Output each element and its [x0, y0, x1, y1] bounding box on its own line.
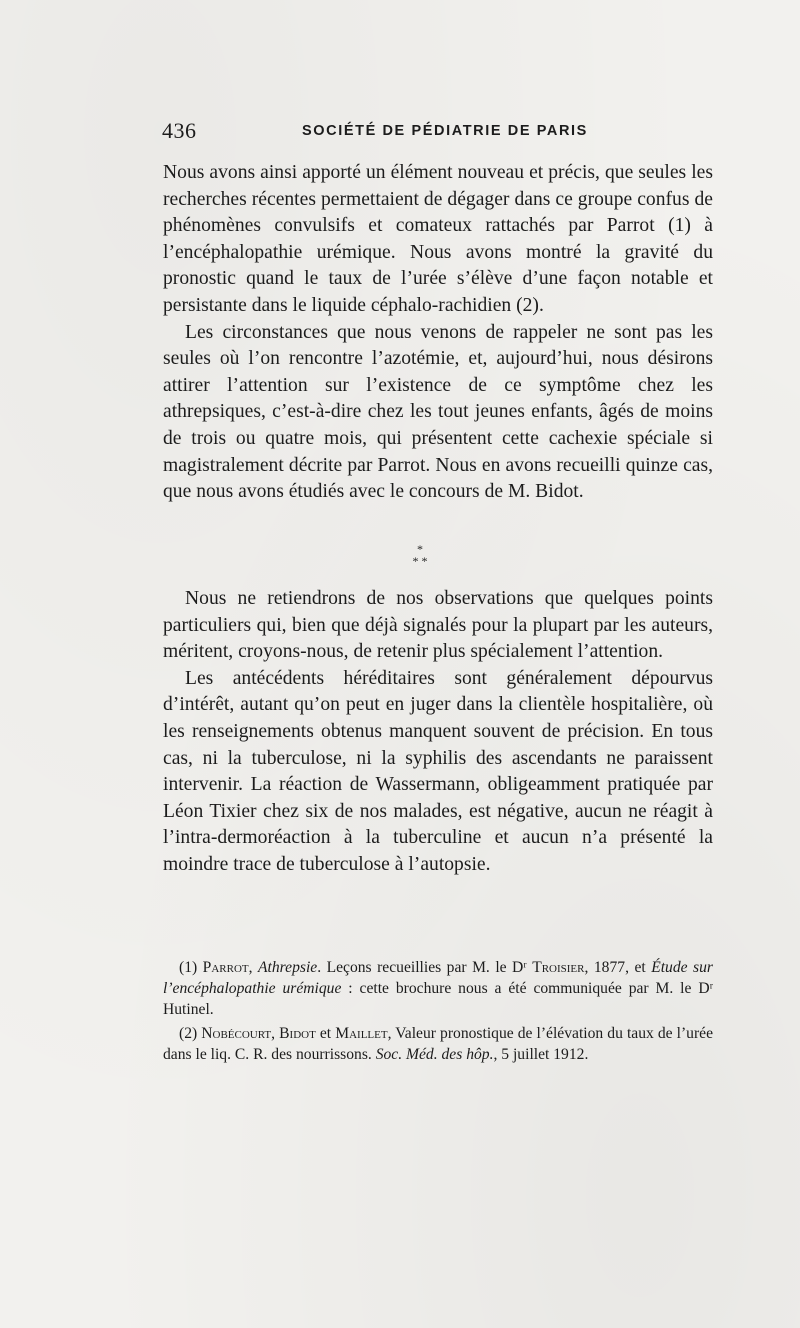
paragraph-4: Les antécédents héréditaires sont généralement dépourvus d’intérêt, autant qu’on peut en juger dans la clientèle hospitalière, où les renseignements obtenus manquent souvent de précision. En tous cas, ni la tuberculose, ni la syphilis des ascendants ne paraissent intervenir. La réaction de Wassermann, obligeamment pratiquée par Léon Tixier chez six de nos malades, est négative, aucun ne réagit à l’intra-dermoréaction à la tuberculine et aucun n’a présenté la moindre trace de tuberculose à l’autopsie. — [163, 667, 713, 875]
footnote-2-sep-1: , — [271, 1025, 280, 1043]
footnote-1-title: Athrepsie — [258, 959, 318, 976]
section-1-text — [163, 160, 713, 506]
footnote-2-journal: Soc. Méd. des hôp. — [375, 1046, 494, 1064]
footnote-2-marker: (2) — [179, 1025, 202, 1043]
paragraph-3: Nous ne retiendrons de nos observations que quelques points particuliers qui, bien que déjà signalés pour la plupart par les auteurs, méritent, croyons-nous, de retenir plus spécialement l’attention. — [163, 588, 713, 663]
footnote-2-text-1: , Valeur pronostique de l’élévation du taux de l’urée dans le liq. C. R. des nourrissons. — [163, 1025, 714, 1064]
page-header — [162, 118, 712, 144]
footnote-1-editor: Troisier — [532, 959, 585, 976]
footnote-1 — [163, 958, 713, 1020]
footnote-2 — [163, 1024, 713, 1066]
running-title: SOCIÉTÉ DE PÉDIATRIE DE PARIS — [302, 123, 588, 139]
footnote-2-author-1: Nobécourt — [201, 1025, 272, 1043]
footnote-2-author-2: Bidot — [279, 1025, 316, 1043]
footnote-1-sep: , — [248, 959, 259, 976]
footnote-2-text-2: , 5 juillet 1912. — [493, 1046, 589, 1064]
paragraph-2: Les circonstances que nous venons de rappeler ne sont pas les seules où l’on rencontre l’azotémie, et, aujourd’hui, nous désirons attirer l’attention sur l’existence de ce symptôme chez les athrepsiques, c’est-à-dire chez les tout jeunes enfants, âgés de moins de trois ou quatre mois, qui présentent cette cachexie spéciale si magistralement décrite par Parrot. Nous en avons recueilli quinze cas, que nous avons étudiés avec le concours de M. Bidot. — [163, 321, 713, 503]
paragraph-1: Nous avons ainsi apporté un élément nouveau et précis, que seules les recherches récentes permettaient de dégager dans ce groupe confus de phénomènes convulsifs et comateux rattachés par Parrot (1) à l’encéphalopathie urémique. Nous avons montré la gravité du pronostic quand le taux de l’urée s’élève d’une façon notable et persistante dans le liquide céphalo-rachidien (2). — [163, 162, 713, 316]
asterism-bottom: * * — [412, 554, 428, 568]
footnotes — [163, 958, 713, 1070]
section-2-text — [163, 586, 713, 879]
page-number: 436 — [162, 118, 197, 143]
asterism-top: * — [417, 542, 423, 556]
footnote-2-author-3: Maillet — [335, 1025, 388, 1043]
footnote-1-text-1: . Leçons recueillies par M. le Dʳ — [317, 959, 533, 976]
footnote-2-sep-2: et — [315, 1025, 336, 1043]
footnote-1-text-2: , 1877, et — [584, 959, 652, 976]
footnote-1-title-2: Étude sur l’encéphalopathie urémique — [163, 959, 713, 997]
footnote-1-text-3: : cette brochure nous a été communiquée par M. le Dʳ Hutinel. — [163, 979, 713, 1018]
footnote-1-marker: (1) — [179, 959, 203, 976]
footnote-1-author: Parrot — [202, 959, 249, 976]
asterism-separator — [405, 543, 435, 567]
